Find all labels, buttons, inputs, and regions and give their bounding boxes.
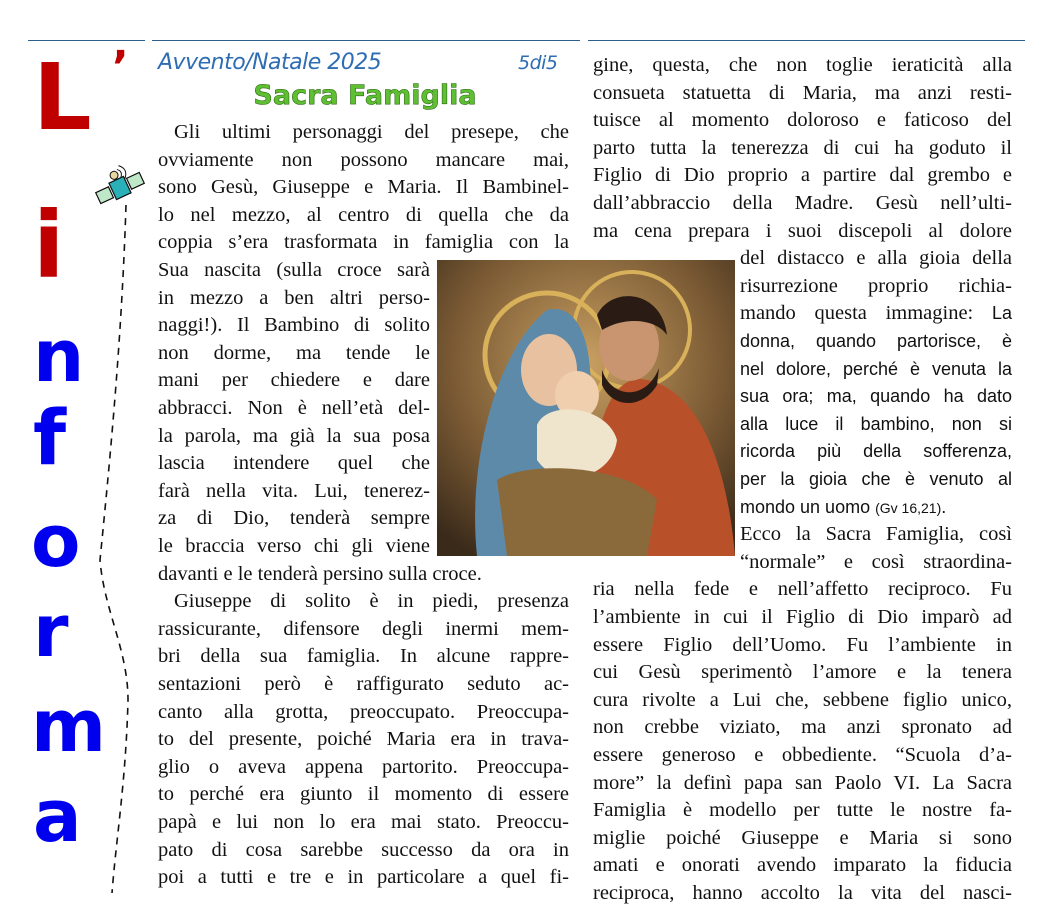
body-text: dall’abbraccio della Madre. Gesù nell’ulti- — [593, 192, 1012, 214]
body-text: Gli ultimi personaggi del presepe, che — [174, 121, 569, 143]
text-line — [158, 726, 569, 753]
body-text: tuisce al momento doloroso e faticoso del — [593, 109, 1012, 132]
body-text: Famiglia è modello per tutte le nostre fa- — [593, 799, 1012, 822]
body-text: miglie poiché Giuseppe e Maria si sono — [593, 826, 1012, 849]
quote-text: donna, quando partorisce, è — [740, 331, 1012, 351]
body-text: “normale” e così straordina- — [740, 550, 1012, 573]
citation: (Gv 16,21) — [875, 499, 942, 516]
text-line — [593, 162, 1012, 189]
body-text: abbracci. Non è nell’età del- — [158, 397, 430, 419]
body-text: l’ambiente in cui il Figlio di Dio imparò ad — [593, 606, 1012, 628]
masthead-letter: L — [33, 44, 92, 151]
body-text: del distacco e alla gioia della — [740, 247, 1012, 270]
body-text: mando questa immagine: — [740, 302, 992, 325]
text-line — [593, 604, 1012, 631]
text-line — [158, 616, 569, 643]
text-line — [593, 880, 1012, 907]
body-text: reciproca, hanno accolto la vita del nasci- — [593, 882, 1012, 904]
top-rule-col1 — [152, 40, 580, 41]
text-line — [158, 450, 430, 477]
masthead-letter: f — [33, 393, 67, 482]
text-line — [158, 285, 430, 312]
body-text: Ecco la Sacra Famiglia, così — [740, 523, 1012, 546]
holy-family-image — [437, 260, 735, 556]
text-line — [740, 466, 1012, 493]
text-line — [740, 300, 1012, 327]
quote-text: . — [941, 496, 947, 517]
quote-text: La — [991, 303, 1012, 324]
masthead-letter: r — [33, 589, 69, 673]
text-line — [158, 837, 569, 864]
text-line — [593, 797, 1012, 824]
text-line — [158, 174, 569, 201]
body-text: ovviamente non possono mancare mai, — [158, 148, 569, 171]
masthead-letter: o — [31, 499, 81, 583]
body-text: davanti e le tenderà persino sulla croce. — [158, 562, 482, 585]
body-text: rassicurante, difensore degli inermi mem- — [158, 617, 569, 640]
text-line — [740, 273, 1012, 300]
body-text: in mezzo a ben altri perso- — [158, 286, 430, 309]
text-line — [158, 561, 569, 588]
text-line — [158, 478, 430, 505]
body-text: consueta statuetta di Maria, ma anzi resti- — [593, 81, 1012, 104]
masthead-letter: i — [33, 192, 65, 299]
text-line — [740, 521, 1012, 548]
text-line — [740, 328, 1012, 355]
text-line — [740, 494, 1012, 521]
body-text: sono Gesù, Giuseppe e Maria. Il Bambinel- — [158, 176, 569, 199]
body-text: Sua nascita (sulla croce sarà — [158, 259, 430, 281]
page-number: 5di5 — [518, 52, 558, 74]
masthead-letter: m — [31, 684, 107, 768]
quote-text: nel dolore, perché è venuta la — [740, 358, 1012, 379]
body-text: bri della sua famiglia. In alcune rappre- — [158, 645, 569, 668]
text-line — [740, 356, 1012, 383]
quote-text: per la gioia che è venuto al — [740, 469, 1012, 489]
text-line — [593, 80, 1012, 107]
quote-text: mondo un uomo — [740, 496, 876, 517]
text-line — [593, 218, 1012, 245]
body-text: gine, questa, che non toglie ieraticità alla — [593, 54, 1012, 76]
quote-text: alla luce il bambino, non si — [740, 413, 1012, 434]
text-line — [158, 505, 430, 532]
body-text: more” la definì papa san Paolo VI. La Sacra — [593, 771, 1012, 794]
body-text: canto alla grotta, preoccupato. Preoccupa- — [158, 700, 569, 723]
text-line — [593, 714, 1012, 741]
body-text: Giuseppe di solito è in piedi, presenza — [174, 590, 569, 613]
text-line — [158, 312, 430, 339]
body-text: le braccia verso chi gli viene — [158, 535, 430, 557]
text-line — [593, 190, 1012, 217]
season-label: Avvento/Natale 2025 — [158, 50, 382, 75]
body-text: cura rivolte a Lui che, sebbene figlio unico, — [593, 688, 1012, 711]
text-line — [158, 781, 569, 808]
text-line — [740, 438, 1012, 465]
text-line — [158, 809, 569, 836]
text-line — [740, 411, 1012, 438]
text-line — [593, 632, 1012, 659]
text-line — [593, 52, 1012, 79]
body-text: lascia intendere quel che — [158, 452, 430, 475]
top-rule-col2 — [588, 40, 1025, 41]
text-line — [740, 549, 1012, 576]
text-line — [593, 135, 1012, 162]
body-text: mani per chiedere e dare — [158, 369, 430, 392]
text-line — [593, 659, 1012, 686]
text-line — [740, 245, 1012, 272]
body-text: la parola, ma già la sua posa — [158, 424, 430, 447]
text-line — [158, 671, 569, 698]
body-text: to del presente, poiché Maria era in trava- — [158, 728, 569, 751]
body-text: essere Figlio dell’Uomo. Fu l’ambiente in — [593, 633, 1012, 656]
text-line — [158, 699, 569, 726]
text-line — [158, 643, 569, 670]
body-text: za di Dio, tenderà sempre — [158, 507, 430, 530]
body-text: to perché era giunto il momento di essere — [158, 783, 569, 806]
body-text: farà nella vita. Lui, tenerez- — [158, 479, 430, 502]
masthead-letter: n — [33, 314, 85, 398]
body-text: cui Gesù sperimentò l’amore e la tenera — [593, 661, 1012, 684]
body-text: lo nel mezzo, al centro di quella che da — [158, 203, 569, 226]
text-line — [740, 383, 1012, 410]
text-line — [158, 367, 430, 394]
text-line — [158, 119, 569, 146]
masthead-letter: a — [33, 774, 82, 858]
text-line — [158, 588, 569, 615]
body-text: risurrezione proprio richia- — [740, 274, 1012, 297]
text-line — [593, 852, 1012, 879]
body-text: papà e lui non lo era mai stato. Preoccu- — [158, 811, 569, 833]
text-line — [593, 825, 1012, 852]
body-text: naggi!). Il Bambino di solito — [158, 314, 430, 337]
text-line — [158, 202, 569, 229]
quote-text: ricorda più della sofferenza, — [740, 441, 1012, 462]
masthead-letter: ’ — [112, 42, 129, 93]
body-text: ma cena prepara i suoi discepoli al dolore — [593, 219, 1012, 242]
body-text: amati e onorati avendo imparato la fiducia — [593, 854, 1012, 877]
text-line — [593, 107, 1012, 134]
body-text: non dorme, ma tende le — [158, 341, 430, 364]
article-title: Sacra Famiglia — [253, 80, 477, 111]
body-text: parto tutta la tenerezza di cui ha goduto il — [593, 136, 1012, 159]
body-text: pato di cosa sarebbe successo da ora in — [158, 838, 569, 861]
text-line — [158, 864, 569, 891]
body-text: ria nella fede e nell’affetto reciproco. Fu — [593, 578, 1012, 601]
text-line — [158, 257, 430, 284]
satellite-trail — [0, 0, 150, 893]
text-line — [158, 423, 430, 450]
body-text: glio o aveva appena partorito. Preoccupa- — [158, 755, 569, 778]
text-line — [593, 576, 1012, 603]
text-line — [593, 742, 1012, 769]
text-line — [158, 229, 569, 256]
body-text: poi a tutti e tre e in particolare a quel fi- — [158, 866, 569, 889]
body-text: sentazioni però è raffigurato seduto ac- — [158, 673, 569, 695]
text-line — [593, 687, 1012, 714]
text-line — [158, 147, 569, 174]
text-line — [158, 754, 569, 781]
body-text: non crebbe viziato, ma anzi spronato ad — [593, 716, 1012, 739]
body-text: coppia s’era trasformata in famiglia con la — [158, 231, 569, 254]
satellite-icon — [89, 159, 145, 206]
body-text: essere generoso e obbediente. “Scuola d’a- — [593, 744, 1012, 766]
body-text: Figlio di Dio proprio a partire dal grembo e — [593, 164, 1012, 187]
text-line — [158, 340, 430, 367]
text-line — [593, 770, 1012, 797]
dashed-trail-line — [100, 205, 128, 893]
text-line — [158, 533, 430, 560]
text-line — [158, 395, 430, 422]
quote-text: sua ora; ma, quando ha dato — [740, 386, 1012, 407]
